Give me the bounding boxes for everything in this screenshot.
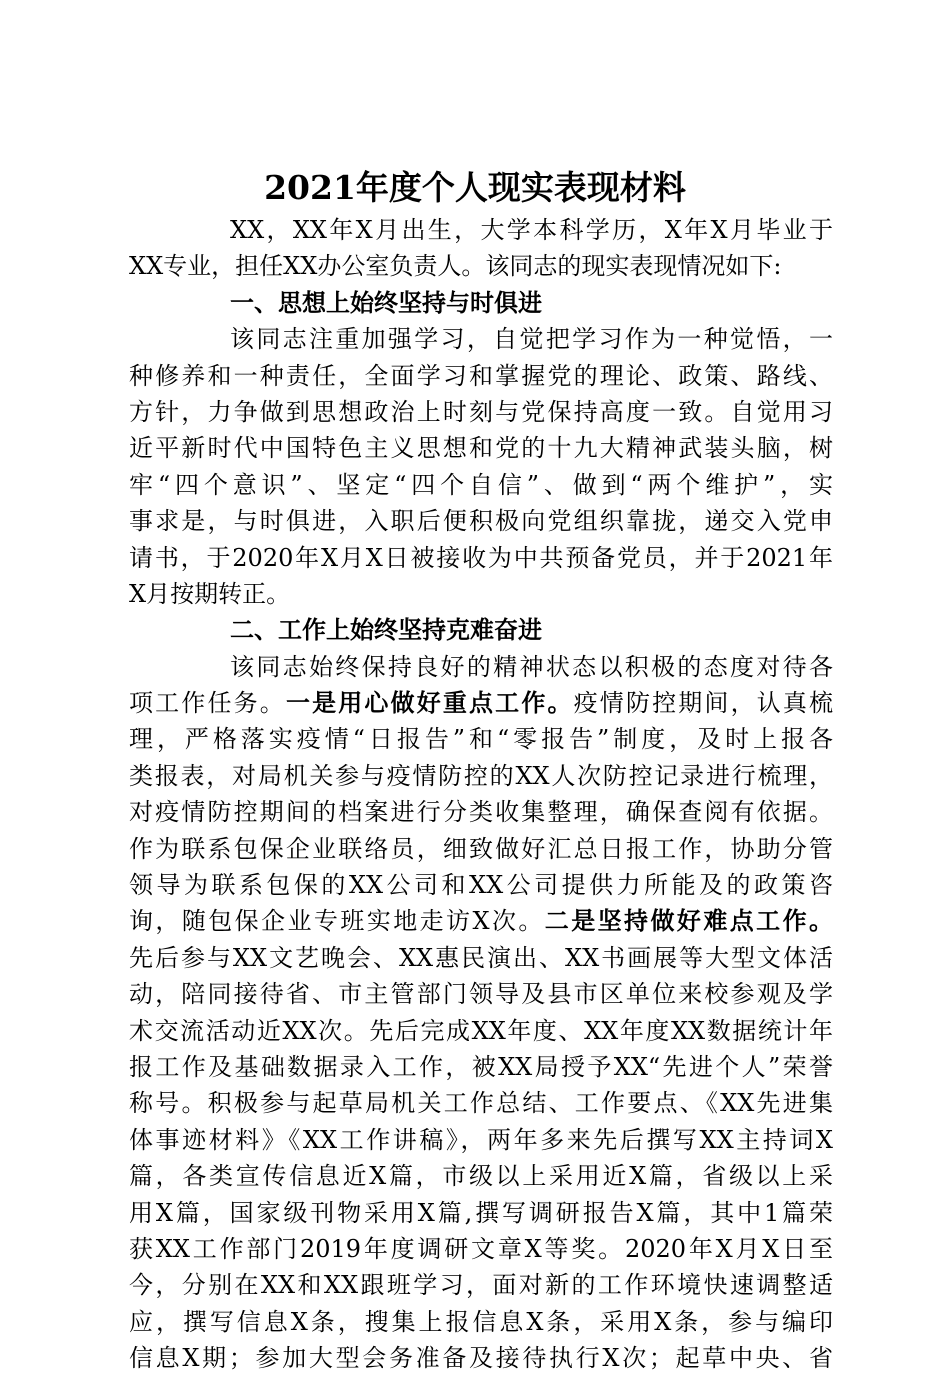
key-point-1: 一是用心做好重点工作。 — [285, 688, 574, 718]
p2-line-1: 该同志始终保持良好的精神状态以积极的态度对待各 — [230, 652, 833, 681]
p2-line-6: 作为联系包保企业联络员，细致做好汇总日报工作，协助分管 — [129, 834, 833, 863]
p2-line-10: 动，陪同接待省、市主管部门领导及县市区单位来校参观及学 — [129, 980, 833, 1009]
p2-line-13: 称号。积极参与起草局机关工作总结、工作要点、《XX先进集 — [129, 1089, 833, 1118]
document-title: 2021年度个人现实表现材料 — [264, 168, 686, 207]
p2-line-2-post: 疫情防控期间，认真梳 — [573, 689, 834, 718]
document-body — [129, 212, 833, 1377]
section-heading-1: 一、思想上始终坚持与时俱进 — [230, 287, 542, 317]
key-point-2: 二是坚持做好难点工作。 — [544, 906, 833, 936]
p2-line-2-pre: 项工作任务。 — [129, 689, 286, 718]
p1-line-1: 该同志注重加强学习，自觉把学习作为一种觉悟，一 — [230, 325, 833, 354]
p1-line-6: 事求是，与时俱进，入职后便积极向党组织靠拢，递交入党申 — [129, 507, 833, 536]
p1-line-7: 请书，于2020年X月X日被接收为中共预备党员，并于2021年 — [129, 543, 833, 572]
p2-line-9: 先后参与XX文艺晚会、XX惠民演出、XX书画展等大型文体活 — [129, 943, 833, 972]
p2-line-3: 理，严格落实疫情“日报告”和“零报告”制度，及时上报各 — [129, 725, 833, 754]
p2-line-4: 类报表，对局机关参与疫情防控的XX人次防控记录进行梳理， — [129, 761, 833, 790]
p1-line-3: 方针，力争做到思想政治上时刻与党保持高度一致。自觉用习 — [129, 397, 833, 426]
p2-line-20: 信息X期；参加大型会务准备及接待执行X次；起草中央、省 — [129, 1344, 833, 1373]
p2-line-7: 领导为联系包保的XX公司和XX公司提供力所能及的政策咨 — [129, 871, 833, 900]
p2-line-12: 报工作及基础数据录入工作，被XX局授予XX“先进个人”荣誉 — [129, 1052, 833, 1081]
p1-line-2: 种修养和一种责任，全面学习和掌握党的理论、政策、路线、 — [129, 361, 833, 390]
p2-line-18: 今，分别在XX和XX跟班学习，面对新的工作环境快速调整适 — [129, 1271, 833, 1300]
p1-line-5: 牢“四个意识”、坚定“四个自信”、做到“两个维护”，实 — [129, 470, 833, 499]
p2-line-17: 获XX工作部门2019年度调研文章X等奖。2020年X月X日至 — [129, 1234, 833, 1263]
intro-line-1: XX，XX年X月出生，大学本科学历，X年X月毕业于 — [230, 216, 833, 244]
p2-line-19: 应，撰写信息X条，搜集上报信息X条，采用X条，参与编印 — [129, 1307, 833, 1336]
p1-line-4: 近平新时代中国特色主义思想和党的十九大精神武装头脑，树 — [129, 434, 833, 463]
p2-line-15: 篇，各类宣传信息近X篇，市级以上采用近X篇，省级以上采 — [129, 1162, 833, 1191]
p2-line-11: 术交流活动近XX次。先后完成XX年度、XX年度XX数据统计年 — [129, 1016, 833, 1045]
p2-line-16: 用X篇，国家级刊物采用X篇,撰写调研报告X篇，其中1篇荣 — [129, 1198, 833, 1227]
p2-line-8 — [129, 903, 833, 939]
p2-line-5: 对疫情防控期间的档案进行分类收集整理，确保查阅有依据。 — [129, 798, 833, 827]
intro-line-2: XX专业，担任XX办公室负责人。该同志的现实表现情况如下: — [129, 252, 782, 281]
p2-line-8-pre: 询，随包保企业专班实地走访X次。 — [129, 907, 545, 936]
section-heading-2: 二、工作上始终坚持克难奋进 — [230, 615, 542, 645]
p2-line-14: 体事迹材料》《XX工作讲稿》，两年多来先后撰写XX主持词X — [129, 1125, 833, 1154]
p2-line-2 — [129, 685, 833, 721]
p1-line-8: X月按期转正。 — [129, 579, 291, 608]
